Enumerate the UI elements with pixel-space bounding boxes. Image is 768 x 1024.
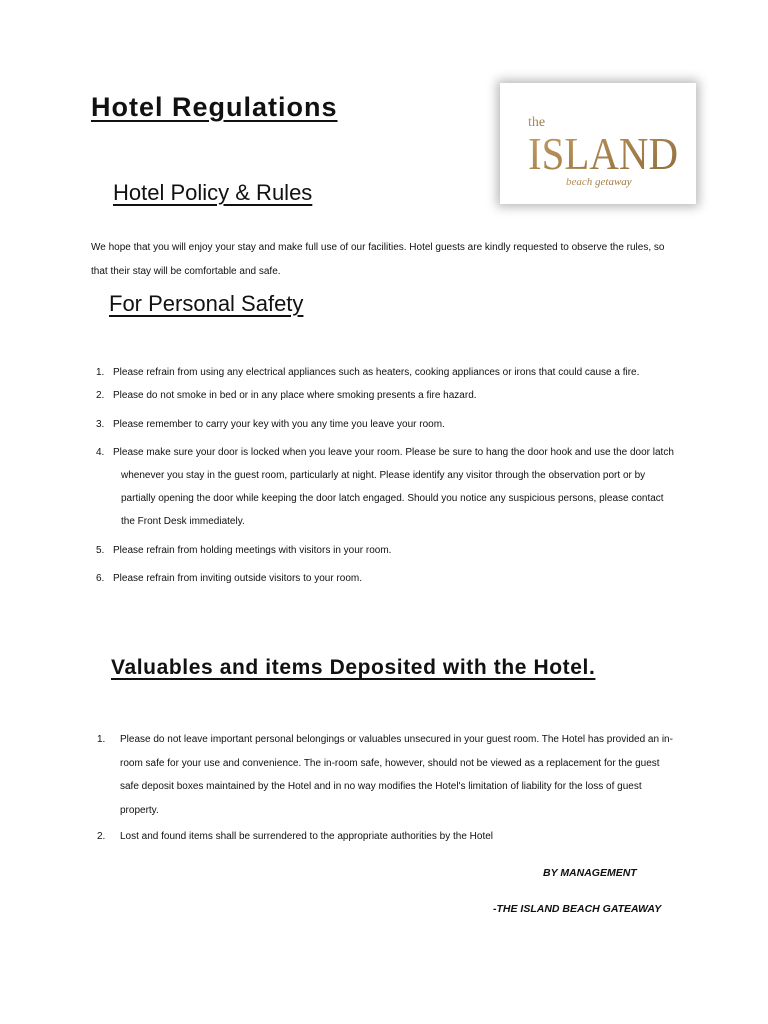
safety-item-number: 1. bbox=[96, 367, 105, 378]
safety-item-text: Please refrain from inviting outside visitors to your room. bbox=[113, 573, 362, 584]
safety-item-number: 4. bbox=[96, 447, 105, 458]
valuables-item-text: safe deposit boxes maintained by the Hotel and in no way modifies the Hotel's limitation of liability for the loss of guest bbox=[120, 781, 642, 792]
signature-organization: -THE ISLAND BEACH GATEAWAY bbox=[493, 903, 662, 915]
policy-heading: Hotel Policy & Rules bbox=[113, 180, 313, 205]
safety-item-number: 3. bbox=[96, 419, 105, 430]
safety-item-text: partially opening the door while keeping the door latch engaged. Should you notice any suspicious persons, please contact bbox=[121, 493, 664, 504]
personal-safety-heading: For Personal Safety bbox=[109, 291, 304, 316]
logo-island-text: ISLAND bbox=[528, 128, 678, 179]
safety-item-text: Please remember to carry your key with you any time you leave your room. bbox=[113, 419, 445, 430]
safety-item-number: 5. bbox=[96, 545, 105, 556]
valuables-item-text: Please do not leave important personal belongings or valuables unsecured in your guest room. The Hotel has provided an in- bbox=[120, 734, 673, 745]
hotel-logo bbox=[500, 83, 696, 204]
valuables-item-number: 2. bbox=[97, 831, 106, 842]
signature-by-management: BY MANAGEMENT bbox=[543, 867, 637, 879]
valuables-item-text: room safe for your use and convenience. The in-room safe, however, should not be viewed as a replacement for the guest bbox=[120, 757, 660, 769]
valuables-item-text: Lost and found items shall be surrendered to the appropriate authorities by the Hotel bbox=[120, 831, 494, 842]
safety-item-text: Please refrain from holding meetings with visitors in your room. bbox=[113, 545, 392, 556]
valuables-item-number: 1. bbox=[97, 734, 106, 745]
safety-item-text: Please make sure your door is locked when you leave your room. Please be sure to hang the door hook and use the door latch bbox=[113, 447, 674, 458]
valuables-item-text: property. bbox=[120, 804, 159, 816]
safety-item-number: 2. bbox=[96, 390, 105, 401]
logo-the-text: the bbox=[528, 115, 546, 130]
logo-svg bbox=[508, 89, 688, 198]
intro-paragraph: We hope that you will enjoy your stay and make full use of our facilities. Hotel guests are kindly requested to observe the rules, so that their stay will be comfortable and safe. bbox=[91, 242, 665, 277]
logo-tagline-text: beach getaway bbox=[566, 176, 632, 188]
safety-item-text: the Front Desk immediately. bbox=[121, 516, 245, 527]
safety-item-text: Please refrain from using any electrical appliances such as heaters, cooking appliances or irons that could cause a fire. bbox=[113, 367, 640, 378]
safety-item-text: whenever you stay in the guest room, particularly at night. Please identify any visitor through the observation port or by bbox=[121, 470, 646, 481]
safety-item-number: 6. bbox=[96, 573, 105, 584]
logo-artwork bbox=[508, 89, 688, 198]
safety-item-text: Please do not smoke in bed or in any place where smoking presents a fire hazard. bbox=[113, 390, 477, 401]
valuables-heading: Valuables and items Deposited with the Hotel. bbox=[111, 656, 596, 679]
page-title: Hotel Regulations bbox=[91, 92, 338, 122]
